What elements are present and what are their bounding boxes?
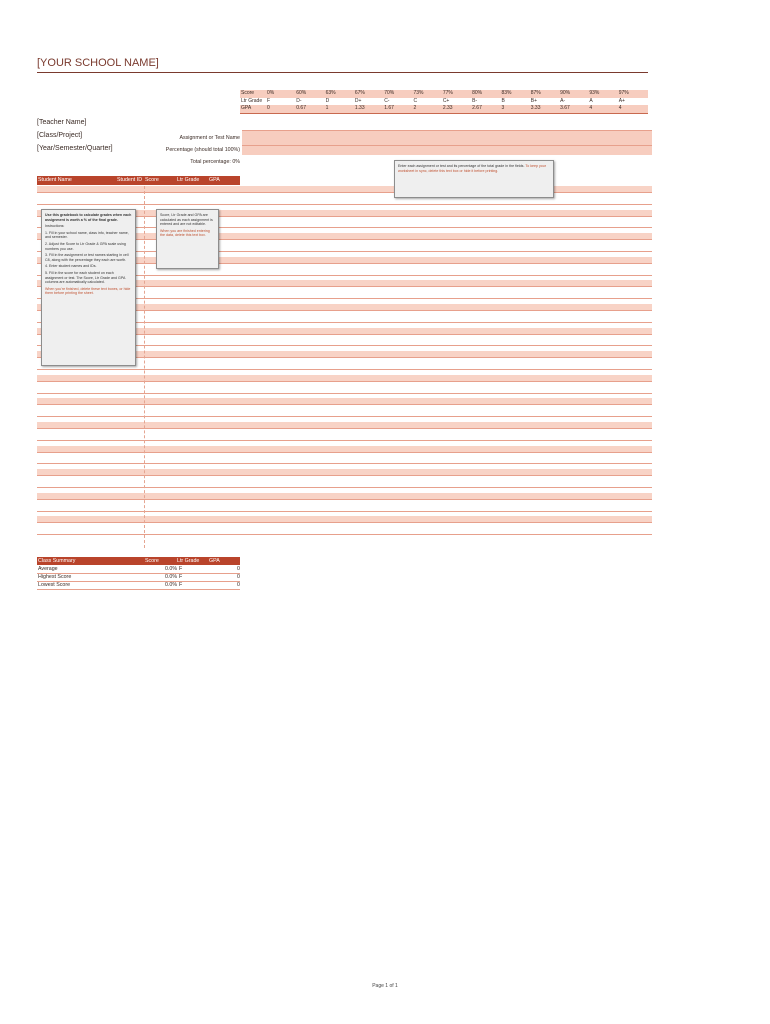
summary-row-lowest	[37, 582, 240, 590]
scale-score-cell: 93%	[589, 90, 600, 96]
instructions-line: 2. Adjust the Score to Ltr Grade & GPA scale using numbers you use.	[45, 241, 126, 251]
scale-letter-cell: D	[325, 97, 330, 104]
row-divider	[37, 463, 652, 464]
table-header	[37, 176, 240, 185]
summary-label: Highest Score	[38, 574, 72, 580]
row-divider	[37, 404, 652, 405]
summary-letter: F	[179, 574, 183, 580]
assignment-note[interactable]	[394, 160, 554, 198]
row-divider	[37, 534, 652, 535]
percentage-label: Percentage (should total 100%)	[165, 147, 240, 153]
row-divider	[37, 428, 652, 429]
row-divider	[37, 204, 652, 205]
summary-col-gpa: GPA	[209, 558, 220, 564]
row-divider	[37, 522, 652, 523]
scale-score-cell: 60%	[296, 90, 307, 96]
row-divider	[37, 511, 652, 512]
scale-gpa-cell: 1	[325, 105, 329, 111]
scale-gpa-cell: 4	[589, 105, 593, 111]
instructions-line: 4. Enter student names and IDs.	[45, 264, 97, 269]
grade-scale	[240, 90, 648, 114]
scale-score-cell: 0%	[266, 90, 275, 96]
row-divider	[37, 416, 652, 417]
scale-gpa-cell: 2.67	[472, 105, 482, 111]
scale-gpa-cell: 3	[501, 105, 505, 111]
teacher-name[interactable]: [Teacher Name]	[37, 119, 87, 126]
instructions-note[interactable]	[41, 209, 136, 366]
scale-gpa-cell: 2.33	[442, 105, 453, 111]
summary-header	[37, 557, 240, 565]
scale-score-cell: 77%	[442, 90, 453, 96]
school-title: [YOUR SCHOOL NAME]	[37, 57, 159, 69]
scale-letter-cell: B+	[530, 97, 538, 104]
row-divider	[37, 381, 652, 382]
scale-letter-cell: A+	[618, 97, 625, 104]
scale-rule	[240, 113, 648, 114]
title-rule	[37, 72, 648, 73]
class-project[interactable]: [Class/Project]	[37, 132, 83, 139]
instructions-line: Instructions:	[45, 224, 65, 229]
score-note-accent: When you are finished entering the data, delete this text box.	[160, 228, 210, 238]
summary-col-letter: Ltr Grade	[177, 558, 200, 564]
scale-letter-cell: F	[266, 97, 270, 104]
scale-score-cell: 63%	[325, 90, 336, 96]
scale-gpa-label: GPA	[241, 105, 252, 111]
scale-letter-cell: B-	[472, 97, 478, 104]
scale-score-label: Score	[241, 90, 255, 96]
scale-score-cell: 83%	[501, 90, 512, 96]
scale-score-cell: 80%	[472, 90, 483, 96]
row-divider	[37, 452, 652, 453]
summary-title: Class Summary	[38, 558, 76, 564]
summary-col-score: Score	[145, 558, 159, 564]
scale-gpa-cell: 0.67	[296, 105, 306, 111]
summary-row-average	[37, 566, 240, 574]
scale-score-row	[240, 90, 648, 98]
row-divider	[37, 487, 652, 488]
scale-gpa-cell: 0	[266, 105, 270, 111]
summary-score: 0.0%	[165, 566, 178, 572]
scale-letter-cell: C	[413, 97, 418, 104]
scale-score-cell: 90%	[560, 90, 571, 96]
row-divider	[37, 499, 652, 500]
scale-gpa-cell: 3.33	[530, 105, 541, 111]
scale-gpa-cell: 1.33	[354, 105, 365, 111]
scale-letter-row	[240, 98, 648, 106]
scale-gpa-cell: 2	[413, 105, 417, 111]
col-gpa: GPA	[209, 177, 220, 183]
row-divider	[37, 192, 652, 193]
summary-gpa: 0	[237, 582, 240, 588]
term[interactable]: [Year/Semester/Quarter]	[37, 145, 113, 152]
summary-label: Lowest Score	[38, 582, 71, 588]
assignment-note-accent: To keep your worksheet in sync, delete this text box or hide it before printing.	[398, 164, 546, 173]
summary-gpa: 0	[237, 566, 240, 572]
summary-score: 0.0%	[165, 582, 178, 588]
scale-score-cell: 87%	[530, 90, 541, 96]
col-student-name: Student Name	[38, 177, 72, 183]
scale-score-cell: 73%	[413, 90, 424, 96]
col-score: Score	[145, 177, 159, 183]
summary-letter: F	[179, 566, 183, 572]
total-percentage: Total percentage: 0%	[190, 159, 240, 165]
scale-gpa-cell: 4	[618, 105, 622, 111]
scale-letter-label: Ltr Grade	[241, 97, 263, 104]
page-footer: Page 1 of 1	[372, 983, 398, 989]
scale-letter-cell: D-	[296, 97, 302, 104]
scale-gpa-cell: 1.67	[384, 105, 394, 111]
row-divider	[37, 369, 652, 370]
row-divider	[37, 440, 652, 441]
instructions-line: 3. Fill in the assignment or test names starting in cell C8, along with the percentage they each are worth.	[45, 253, 129, 262]
col-letter-grade: Ltr Grade	[177, 177, 200, 183]
assignment-name-row[interactable]	[242, 130, 652, 145]
summary-gpa: 0	[237, 574, 240, 580]
row-divider	[37, 475, 652, 476]
row-divider	[37, 393, 652, 394]
scale-score-cell: 70%	[384, 90, 395, 96]
instructions-title: Use this gradebook to calculate grades when each assignment is worth a % of the final grade.	[45, 213, 132, 222]
assignment-name-label: Assignment or Test Name	[179, 135, 240, 141]
scale-letter-cell: B	[501, 97, 505, 104]
summary-score: 0.0%	[165, 574, 178, 580]
summary-letter: F	[179, 582, 183, 588]
scale-score-cell: 67%	[354, 90, 365, 96]
instructions-line: 1. Fill in your school name, class info, teacher name, and semester.	[45, 230, 129, 240]
column-divider	[144, 186, 145, 548]
score-note-text: Score, Ltr Grade and GPA are calculated as each assignment is entered and are not editable.	[160, 213, 213, 227]
summary-row-highest	[37, 574, 240, 582]
scale-gpa-row	[240, 105, 648, 113]
col-student-id: Student ID	[117, 177, 143, 183]
instructions-accent: When you're finished, delete these text boxes, or hide them before printing the sheet.	[45, 286, 131, 296]
scale-letter-cell: A-	[560, 97, 566, 104]
summary-label: Average	[38, 566, 58, 572]
scale-letter-cell: A	[589, 97, 593, 104]
scale-letter-cell: C+	[442, 97, 450, 104]
percentage-row[interactable]	[242, 145, 652, 155]
scale-letter-cell: C-	[384, 97, 390, 104]
scale-score-cell: 97%	[618, 90, 629, 96]
score-note[interactable]	[156, 209, 219, 269]
assignment-note-text: Enter each assignment or test and its percentage of the total grade in the fields.	[398, 164, 525, 168]
scale-gpa-cell: 3.67	[560, 105, 570, 111]
scale-letter-cell: D+	[354, 97, 362, 104]
instructions-line: 5. Fill in the score for each student on each assignment or test. The Score, Ltr Grade and GPA columns are automatically calculated.	[45, 270, 126, 285]
